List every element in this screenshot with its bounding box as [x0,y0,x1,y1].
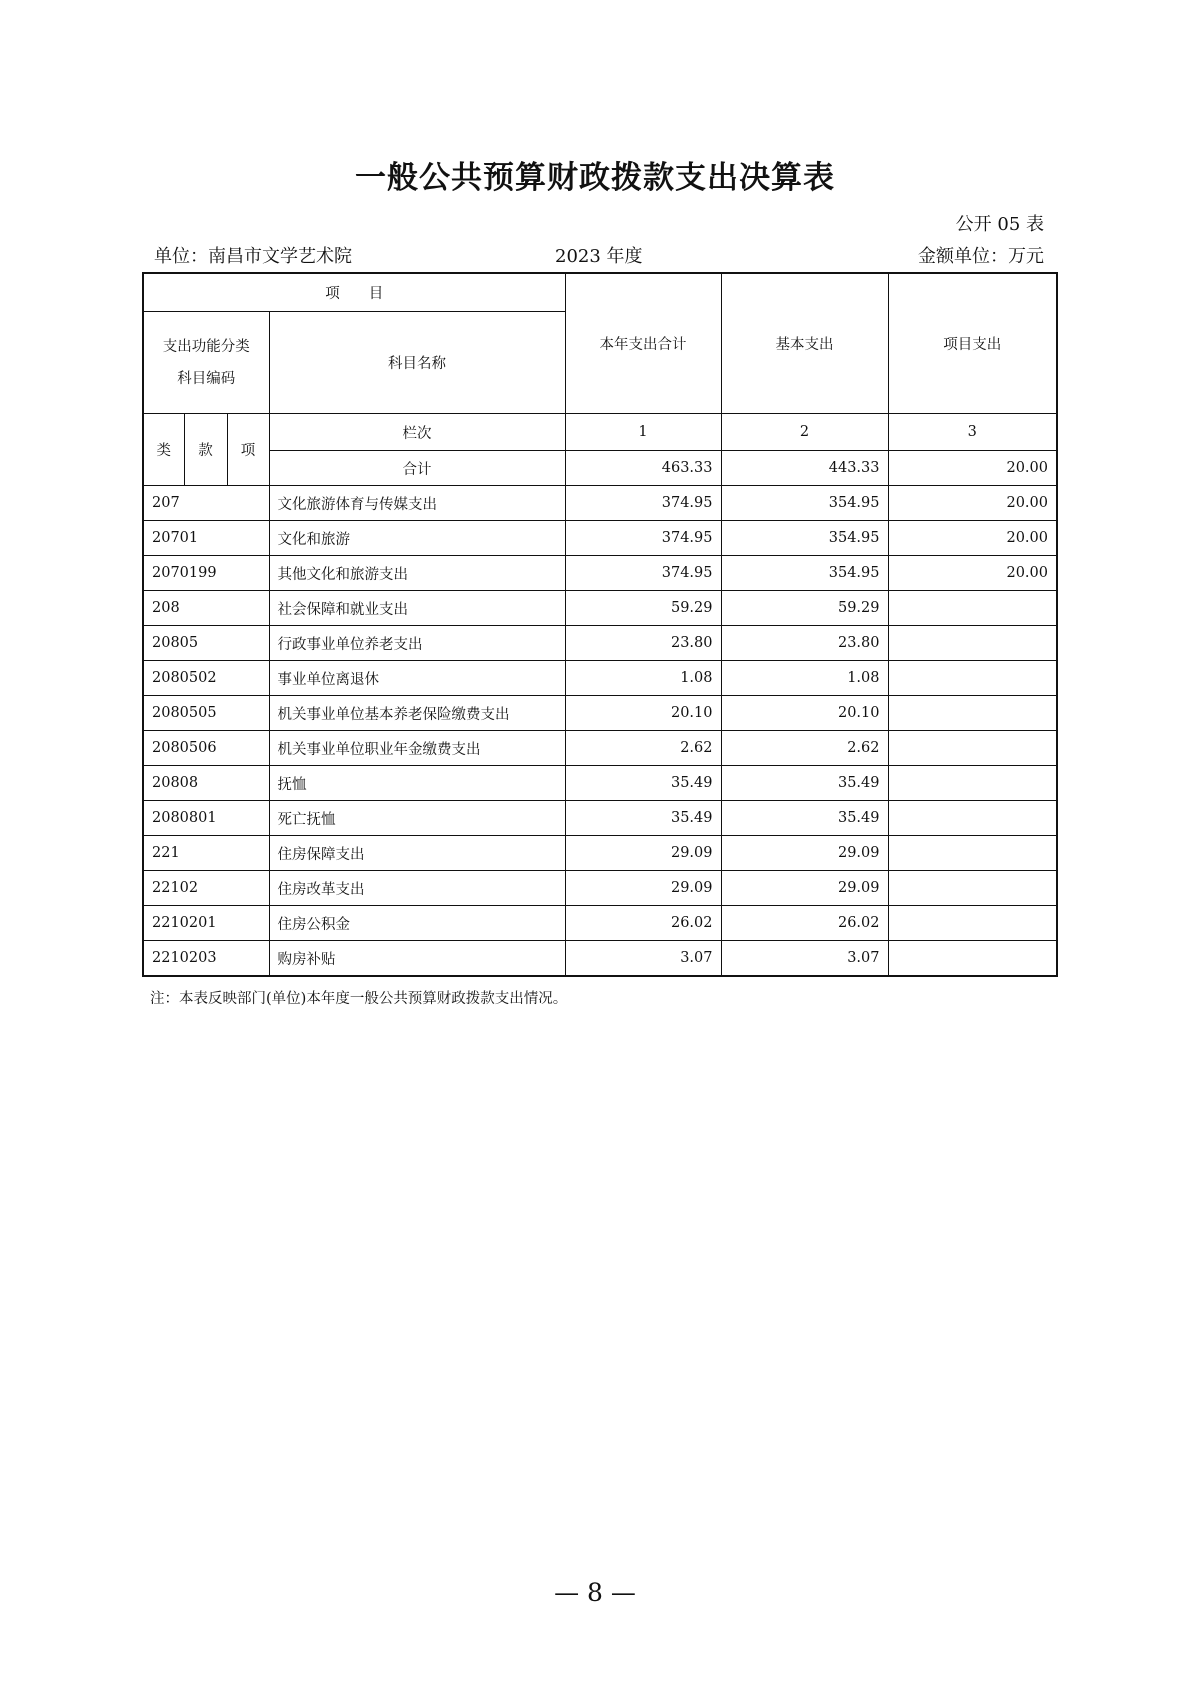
row-code: 2210201 [143,906,269,941]
table-row [143,486,1057,521]
row-basic: 26.02 [721,906,888,941]
row-basic: 354.95 [721,556,888,591]
row-total: 2.62 [565,731,721,766]
header-code-group: 支出功能分类科目编码 [162,338,250,387]
row-name: 住房保障支出 [269,836,565,871]
header-column-no: 栏次 [269,414,565,451]
header-col2: 2 [721,414,888,451]
header-subject-name: 科目名称 [269,312,565,414]
row-total: 35.49 [565,801,721,836]
row-basic: 59.29 [721,591,888,626]
row-project: 20.00 [888,521,1057,556]
table-row [143,521,1057,556]
row-name: 死亡抚恤 [269,801,565,836]
total-label: 合计 [269,451,565,486]
row-total: 3.07 [565,941,721,977]
row-project [888,766,1057,801]
row-basic: 2.62 [721,731,888,766]
row-project [888,836,1057,871]
row-name: 文化旅游体育与传媒支出 [269,486,565,521]
table-row [143,836,1057,871]
header-col3: 3 [888,414,1057,451]
table-row [143,941,1057,977]
total-row [143,451,1057,486]
row-project [888,591,1057,626]
header-project-expense: 项目支出 [888,273,1057,414]
row-code: 20805 [143,626,269,661]
row-total: 29.09 [565,871,721,906]
row-basic: 29.09 [721,836,888,871]
row-name: 住房改革支出 [269,871,565,906]
row-code: 221 [143,836,269,871]
row-code: 207 [143,486,269,521]
row-basic: 29.09 [721,871,888,906]
header-kuan: 款 [184,414,227,486]
row-code: 20701 [143,521,269,556]
table-row [143,906,1057,941]
row-name: 事业单位离退休 [269,661,565,696]
table-row [143,626,1057,661]
row-total: 374.95 [565,556,721,591]
money-unit-label: 金额单位：万元 [918,246,1044,267]
row-name: 机关事业单位基本养老保险缴费支出 [269,696,565,731]
row-total: 374.95 [565,486,721,521]
row-total: 374.95 [565,521,721,556]
table-footnote: 注：本表反映部门(单位)本年度一般公共预算财政拨款支出情况。 [150,991,568,1007]
row-project [888,871,1057,906]
row-code: 20808 [143,766,269,801]
table-row [143,591,1057,626]
form-number: 公开 05 表 [955,214,1044,235]
row-basic: 20.10 [721,696,888,731]
table-row [143,871,1057,906]
header-row-column-numbers [143,414,1057,451]
table-row [143,696,1057,731]
table-row [143,661,1057,696]
header-lei: 类 [143,414,184,486]
report-meta [143,242,1044,268]
row-code: 2080502 [143,661,269,696]
table-row [143,801,1057,836]
total-basic: 443.33 [721,451,888,486]
unit-label: 单位：南昌市文学艺术院 [154,246,352,267]
year-label: 2023 年度 [555,246,643,267]
row-project [888,801,1057,836]
table-row [143,731,1057,766]
row-basic: 23.80 [721,626,888,661]
table-row [143,766,1057,801]
header-total: 本年支出合计 [565,273,721,414]
table-row [143,556,1057,591]
row-project [888,661,1057,696]
row-basic: 354.95 [721,486,888,521]
row-code: 2210203 [143,941,269,977]
row-name: 社会保障和就业支出 [269,591,565,626]
row-code: 2080505 [143,696,269,731]
total-amount: 463.33 [565,451,721,486]
row-basic: 3.07 [721,941,888,977]
row-total: 23.80 [565,626,721,661]
row-total: 1.08 [565,661,721,696]
row-project: 20.00 [888,556,1057,591]
row-project: 20.00 [888,486,1057,521]
page-number: — 8 — [554,1578,636,1607]
row-total: 29.09 [565,836,721,871]
row-name: 抚恤 [269,766,565,801]
row-name: 文化和旅游 [269,521,565,556]
row-total: 35.49 [565,766,721,801]
header-project: 项 目 [143,273,565,312]
row-total: 26.02 [565,906,721,941]
row-basic: 354.95 [721,521,888,556]
row-name: 购房补贴 [269,941,565,977]
row-code: 208 [143,591,269,626]
row-project [888,696,1057,731]
row-basic: 1.08 [721,661,888,696]
row-code: 22102 [143,871,269,906]
row-project [888,731,1057,766]
row-total: 20.10 [565,696,721,731]
row-project [888,906,1057,941]
row-code: 2080506 [143,731,269,766]
page-title: 一般公共预算财政拨款支出决算表 [355,160,835,196]
header-basic: 基本支出 [721,273,888,414]
row-project [888,941,1057,977]
row-total: 59.29 [565,591,721,626]
row-name: 住房公积金 [269,906,565,941]
row-name: 行政事业单位养老支出 [269,626,565,661]
row-project [888,626,1057,661]
row-code: 2080801 [143,801,269,836]
row-basic: 35.49 [721,766,888,801]
row-name: 机关事业单位职业年金缴费支出 [269,731,565,766]
row-name: 其他文化和旅游支出 [269,556,565,591]
total-project: 20.00 [888,451,1057,486]
budget-table [142,272,1058,977]
row-basic: 35.49 [721,801,888,836]
header-col1: 1 [565,414,721,451]
header-row-project [143,273,1057,312]
header-xiang: 项 [227,414,269,486]
row-code: 2070199 [143,556,269,591]
